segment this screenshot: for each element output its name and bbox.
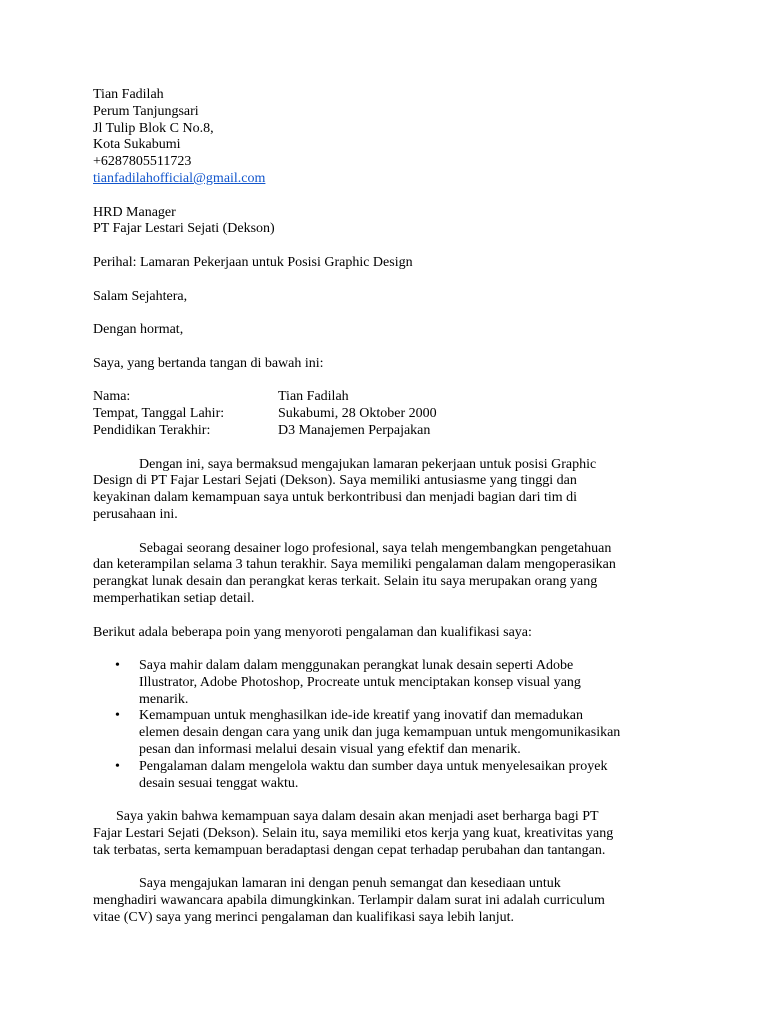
paragraph-line: Dengan ini, saya bermaksud mengajukan lamaran pekerjaan untuk posisi Graphic <box>139 456 597 472</box>
sender-name: Tian Fadilah <box>93 87 164 102</box>
info-label: Nama: <box>93 389 131 405</box>
list-item-line: elemen desain dengan cara yang unik dan juga kemampuan untuk mengomunikasikan <box>139 725 621 741</box>
bullet-icon: • <box>115 658 120 674</box>
paragraph-line: perangkat lunak desain dan perangkat keras terkait. Selain itu saya merupakan orang yang <box>93 574 598 590</box>
personal-info-table <box>93 389 683 439</box>
info-row-birth <box>93 406 683 423</box>
info-row-name <box>93 389 683 406</box>
list-item-line: pesan dan informasi melalui desain visual yang efektif dan menarik. <box>139 742 521 758</box>
intro-sentence: Saya, yang bertanda tangan di bawah ini: <box>93 355 324 371</box>
sender-block <box>93 87 683 188</box>
paragraph-line: perusahaan ini. <box>93 506 178 522</box>
info-label: Pendidikan Terakhir: <box>93 422 211 438</box>
paragraph-line: vitae (CV) saya yang merinci pengalaman dan kualifikasi saya lebih lanjut. <box>93 910 515 926</box>
paragraph-experience <box>93 541 683 608</box>
paragraph-confidence <box>93 809 683 859</box>
paragraph-intent <box>93 457 683 524</box>
paragraph-line: keyakinan dalam kemampuan saya untuk berkontribusi dan menjadi bagian dari tim di <box>93 490 578 506</box>
paragraph-line: Saya mengajukan lamaran ini dengan penuh semangat dan kesediaan untuk <box>139 876 561 892</box>
list-item-line: Pengalaman dalam mengelola waktu dan sumber daya untuk menyelesaikan proyek <box>139 758 608 774</box>
recipient-company: PT Fajar Lestari Sejati (Dekson) <box>93 221 275 237</box>
paragraph-line: menghadiri wawancara apabila dimungkinkan. Terlampir dalam surat ini adalah curriculum <box>93 893 605 909</box>
list-item <box>93 759 683 793</box>
list-item-line: Illustrator, Adobe Photoshop, Procreate untuk menciptakan konsep visual yang <box>139 674 581 690</box>
greeting-salam: Salam Sejahtera, <box>93 288 188 304</box>
paragraph-line: Saya yakin bahwa kemampuan saya dalam desain akan menjadi aset berharga bagi PT <box>116 809 599 825</box>
sender-address-line2: Jl Tulip Blok C No.8, <box>93 120 214 136</box>
recipient-block <box>93 205 683 239</box>
sender-phone: +6287805511723 <box>93 154 192 170</box>
list-item <box>93 708 683 758</box>
paragraph-line: Design di PT Fajar Lestari Sejati (Dekson). Saya memiliki antusiasme yang tinggi dan <box>93 473 577 489</box>
list-item-line: desain sesuai tenggat waktu. <box>139 775 299 791</box>
greeting-hormat: Dengan hormat, <box>93 322 184 338</box>
list-item-line: menarik. <box>139 691 189 707</box>
sender-email-link[interactable]: tianfadilahofficial@gmail.com <box>93 170 266 186</box>
paragraph-line: memperhatikan setiap detail. <box>93 590 255 606</box>
list-intro: Berikut adala beberapa poin yang menyoroti pengalaman dan kualifikasi saya: <box>93 624 532 640</box>
paragraph-line: dan keterampilan selama 3 tahun terakhir. Saya memiliki pengalaman dalam mengoperasikan <box>93 557 616 573</box>
paragraph-line: tak terbatas, serta kemampuan beradaptasi dengan cepat terhadap perubahan dan tantangan. <box>93 842 606 858</box>
list-item-line: Saya mahir dalam dalam menggunakan perangkat lunak desain seperti Adobe <box>139 658 574 674</box>
qualifications-list <box>93 658 683 792</box>
info-row-education <box>93 423 683 440</box>
letter-subject: Perihal: Lamaran Pekerjaan untuk Posisi Graphic Design <box>93 254 413 270</box>
sender-address-line1: Perum Tanjungsari <box>93 103 199 119</box>
info-value: Sukabumi, 28 Oktober 2000 <box>278 406 437 422</box>
paragraph-line: Fajar Lestari Sejati (Dekson). Selain itu, saya memiliki etos kerja yang kuat, kreativitas yang <box>93 826 614 842</box>
info-value: D3 Manajemen Perpajakan <box>278 422 431 438</box>
sender-city: Kota Sukabumi <box>93 137 181 153</box>
letter-page <box>93 87 683 927</box>
list-item <box>93 658 683 708</box>
list-item-line: Kemampuan untuk menghasilkan ide-ide kreatif yang inovatif dan memadukan <box>139 708 583 724</box>
bullet-icon: • <box>115 708 120 724</box>
paragraph-closing <box>93 876 683 926</box>
info-value: Tian Fadilah <box>278 389 349 405</box>
bullet-icon: • <box>115 758 120 774</box>
recipient-title: HRD Manager <box>93 204 176 220</box>
paragraph-line: Sebagai seorang desainer logo profesional, saya telah mengembangkan pengetahuan <box>139 540 612 556</box>
info-label: Tempat, Tanggal Lahir: <box>93 406 225 422</box>
